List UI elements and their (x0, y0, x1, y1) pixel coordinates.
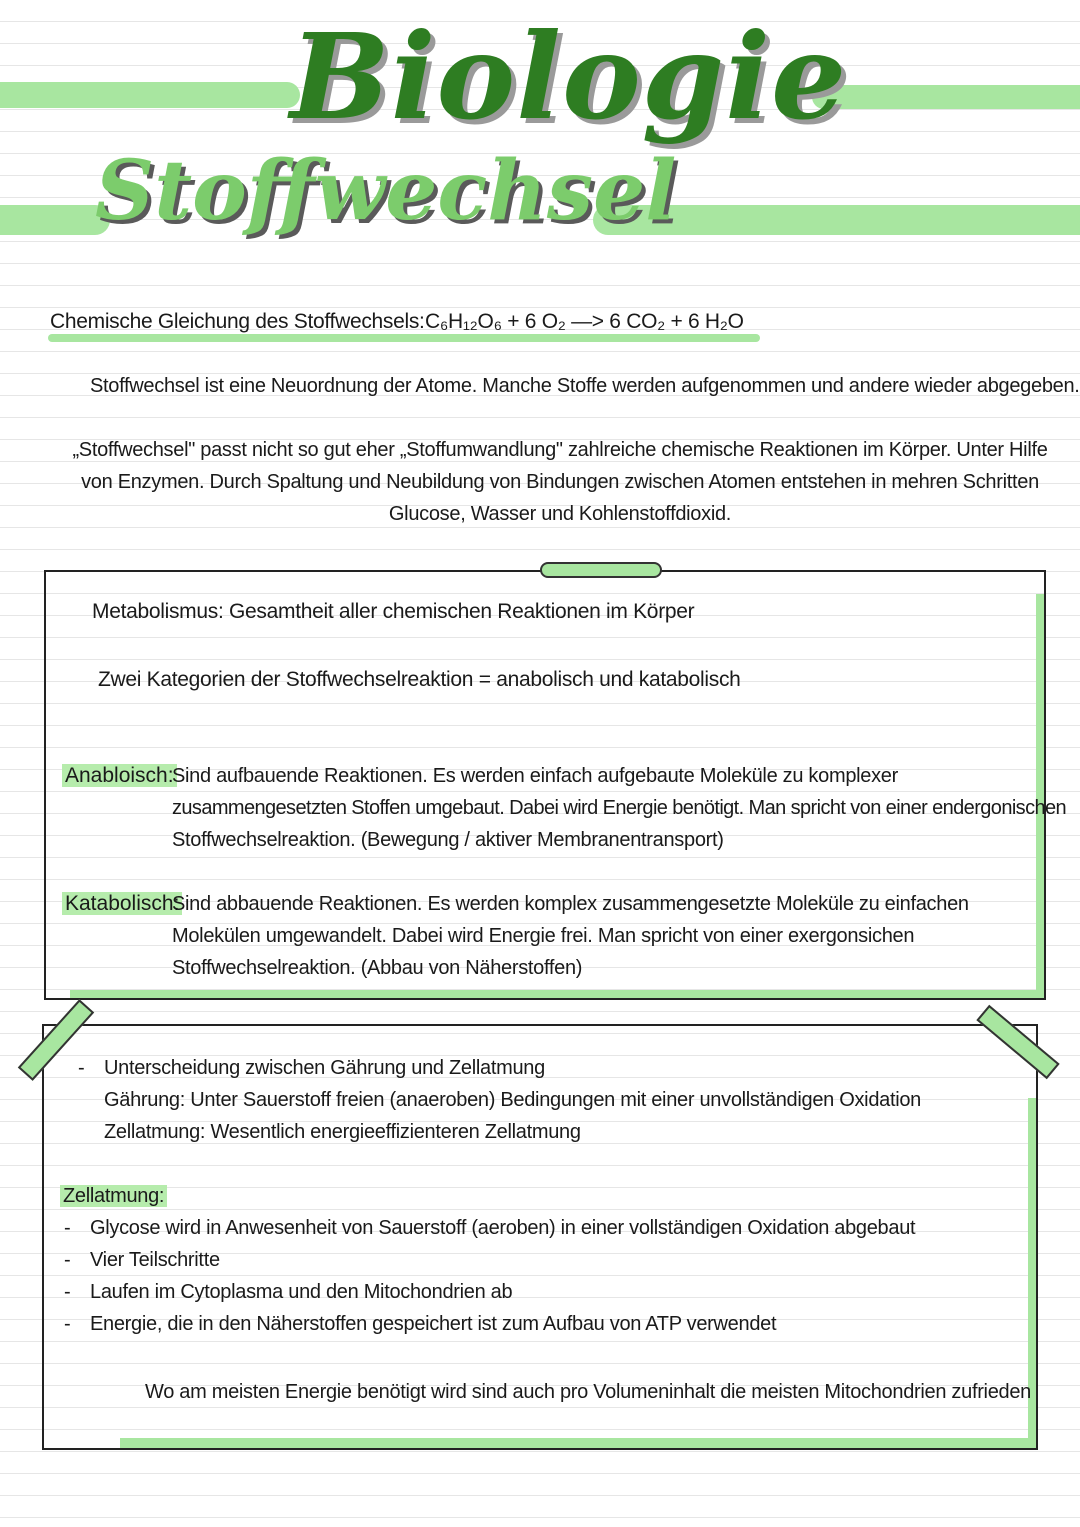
intro-paragraph-2 (60, 434, 1060, 530)
header-bar-left-bottom (0, 205, 110, 235)
zellatmung-points (64, 1212, 1024, 1340)
anabol-definition (172, 760, 1067, 856)
closing-statement: Wo am meisten Energie benötigt wird sind auch pro Volumeninhalt die meisten Mitochondrien zufrieden (145, 1381, 1031, 1403)
zellatmung-point: - Glycose wird in Anwesenheit von Sauerstoff (aeroben) in einer vollständigen Oxidation abgebaut (64, 1212, 1024, 1244)
tape-top (540, 562, 662, 578)
anabol-line-2: zusammengesetzten Stoffen umgebaut. Dabei wird Energie benötigt. Man spricht von einer endergonischen (172, 797, 1067, 819)
intro-line-3: Glucose, Wasser und Kohlenstoffdioxid. (388, 503, 732, 525)
unterscheidung-item: - Unterscheidung zwischen Gährung und Zellatmung (78, 1052, 921, 1084)
zellatmung-definition: Zellatmung: Wesentlich energieeffizienteren Zellatmung (104, 1121, 581, 1143)
page-subtitle: Stoffwechsel (95, 143, 677, 239)
page-title: Biologie (290, 7, 848, 146)
metabolismus-definition: Metabolismus: Gesamtheit aller chemischen Reaktionen im Körper (92, 600, 695, 623)
katabol-definition (172, 888, 1052, 984)
gaehrung-definition: Gährung: Unter Sauerstoff freien (anaeroben) Bedingungen mit einer unvollständigen Oxidation (104, 1089, 922, 1111)
zellatmung-heading: Zellatmung: (60, 1180, 167, 1212)
katabol-line-3: Stoffwechselreaktion. (Abbau von Näherstoffen) (172, 957, 583, 979)
equation-label: Chemische Gleichung des Stoffwechsels: (50, 310, 425, 333)
zellatmung-point: - Vier Teilschritte (64, 1244, 1024, 1276)
katabol-term: Katabolisch: (62, 888, 182, 920)
header-bar-right-top (812, 85, 1080, 109)
anabol-line-1: Sind aufbauende Reaktionen. Es werden einfach aufgebaute Moleküle zu komplexer (172, 765, 898, 787)
equation-formula: C₆H₁₂O₆ + 6 O₂ —> 6 CO₂ + 6 H₂O (425, 310, 744, 333)
kategorien-text: Zwei Kategorien der Stoffwechselreaktion = anabolisch und katabolisch (98, 668, 741, 691)
anabol-term: Anabloisch: (62, 760, 177, 792)
katabol-line-2: Molekülen umgewandelt. Dabei wird Energie frei. Man spricht von einer exergonsichen (172, 925, 915, 947)
anabol-line-3: Stoffwechselreaktion. (Bewegung / aktiver Membranentransport) (172, 829, 724, 851)
intro-line-2: von Enzymen. Durch Spaltung und Neubildung von Bindungen zwischen Atomen entstehen in mehren Schritten (81, 471, 1039, 493)
zellatmung-point: - Energie, die in den Näherstoffen gespeichert ist zum Aufbau von ATP verwendet (64, 1308, 1024, 1340)
intro-line-1: „Stoffwechsel" passt nicht so gut eher „Stoffumwandlung" zahlreiche chemische Reaktionen im Körper. Unter Hilfe (72, 439, 1048, 461)
katabol-line-1: Sind abbauende Reaktionen. Es werden komplex zusammengesetzte Moleküle zu einfachen (172, 893, 969, 915)
header-bar-left-top (0, 82, 300, 108)
intro-paragraph-1: Stoffwechsel ist eine Neuordnung der Atome. Manche Stoffe werden aufgenommen und andere wieder abgegeben. (90, 375, 1080, 397)
unterscheidung-block (78, 1052, 921, 1148)
zellatmung-point: - Laufen im Cytoplasma und den Mitochondrien ab (64, 1276, 1024, 1308)
